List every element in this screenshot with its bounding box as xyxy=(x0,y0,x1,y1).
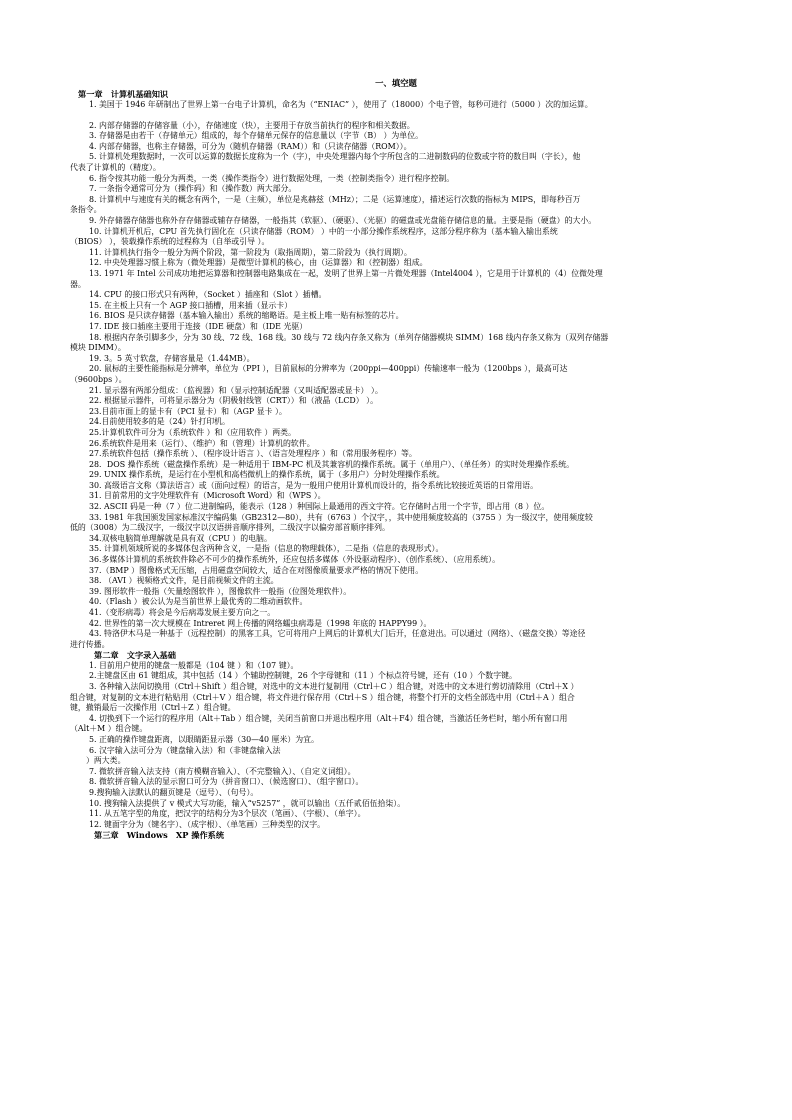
paragraph-line: 9.搜狗输入法默认的翻页键是（逗号）、（句号）。 xyxy=(89,788,259,797)
paragraph-line: 14. CPU 的接口形式只有两种，（Socket ）插座和（Slot ）插槽。 xyxy=(89,290,327,300)
paragraph-line: 31. 目前常用的文字处理软件有（Microsoft Word）和（WPS ）。 xyxy=(89,491,326,501)
paragraph-line: 7. 一条指令通常可分为（操作码）和（操作数）两大部分。 xyxy=(89,184,297,194)
paragraph-line: 19. 3。5 英寸软盘，存储容量是（1.44MB）。 xyxy=(89,353,255,363)
paragraph-line: 32. ASCII 码是一种（7 ）位二进制编码，能表示（128 ）种国际上最通用的西文字符。它存储时占用一个字节，即占用（8 ）位。 xyxy=(89,502,550,512)
paragraph-line: 条指令。 xyxy=(70,205,102,215)
paragraph-line: 28．DOS 操作系统（磁盘操作系统）是一种适用于 IBM-PC 机及其兼容机的操作系统。属于（单用户）、（单任务）的实时处理操作系统。 xyxy=(89,459,574,469)
chapter-1-heading: 第一章 计算机基础知识 xyxy=(78,89,169,99)
paragraph-line: 21. 显示器有两部分组成：（监视器）和（显示控制适配器（又叫适配器或显卡） ）。 xyxy=(89,385,383,395)
document-page xyxy=(70,78,722,841)
paragraph-line: 器。 xyxy=(70,279,86,289)
paragraph-line: 键，撤销最后一次操作用（Ctrl＋Z ）组合键。 xyxy=(70,703,236,713)
paragraph-line: 6. 汉字输入法可分为（键盘输入法）和（非键盘输入法 xyxy=(89,745,281,755)
paragraph-line: 40.（Flash ）被公认为是当前世界上最优秀的二维动画软件。 xyxy=(89,597,308,607)
paragraph-line: 11. 从五笔字型的角度，把汉字的结构分为3个层次（笔画）、（字根）、（单字）。 xyxy=(89,809,366,819)
paragraph-line: 12. 键面字分为（键名字）、（成字根）、（单笔画）三种类型的汉字。 xyxy=(89,819,325,829)
paragraph-line: ）两大类。 xyxy=(86,756,126,766)
paragraph-line: 3. 各种输入法间切换用（Ctrl＋Shift ）组合键，对选中的文本进行复制用（Ctrl＋C ）组合键，对选中的文本进行剪切清除用（Ctrl＋X ） xyxy=(89,682,579,692)
paragraph-line: 43. 特洛伊木马是一种基于（远程控制）的黑客工具，它可将用户上网后的计算机大门后开，任意进出。可以通过（网络）、（磁盘交换）等途径 xyxy=(89,629,586,639)
paragraph-line: 41.（变形病毒）将会是今后病毒发展主要方向之一。 xyxy=(89,608,276,617)
paragraph-line: 29. UNIX 操作系统，是运行在小型机和高档微机上的操作系统，属于（多用户）分时处理操作系统。 xyxy=(89,470,445,480)
chapter-2-heading: 第二章 文字录入基础 xyxy=(94,650,176,661)
chapter-2-body xyxy=(70,661,722,831)
chapter-1-body xyxy=(70,100,722,651)
paragraph-line: 6. 指令按其功能一般分为两类，一类（操作类指令）进行数据处理，一类（控制类指令）进行程序控制。 xyxy=(89,173,455,183)
paragraph-line: 17. IDE 接口插座主要用于连接（IDE 硬盘）和（IDE 光驱） xyxy=(89,321,308,331)
paragraph-line: 3. 存储器是由若干（存储单元）组成的，每个存储单元保存的信息量以（字节（B） ）为单位。 xyxy=(89,131,423,141)
paragraph-line: 代表了计算机的（精度）。 xyxy=(70,163,161,173)
paragraph-line: 24.目前使用较多的是（24）针打印机。 xyxy=(89,417,230,427)
paragraph-line: 8. 微软拼音输入法的显示窗口可分为（拼音窗口）、（候选窗口）、（组字窗口）。 xyxy=(89,777,364,787)
paragraph-line: 2.主键盘区由 61 键组成，其中包括（14 ）个辅助控制键，26 个字母键和（11 ）个标点符号键，还有（10 ）个数字键。 xyxy=(89,671,517,681)
paragraph-line: 9. 外存储器存储器也称外存存储器或辅存存储器，一般指其（软驱）、（硬驱）、（光驱）的磁盘或光盘能存储信息的量。主要是指（硬盘）的大小。 xyxy=(89,216,597,226)
paragraph-line: 23.目前市面上的显卡有（PCI 显卡）和（AGP 显卡 ）。 xyxy=(89,406,287,416)
paragraph-line: 33. 1981 年我国颁发国家标准汉字编码集（GB2312—80），共有（6763 ）个汉字，，其中使用频度较高的（3755 ）为一级汉字，使用频度较 xyxy=(89,512,593,522)
paragraph-line: 25.计算机软件可分为（系统软件 ）和（应用软件 ）两类。 xyxy=(89,427,296,437)
paragraph-line: 5. 计算机处理数据时，一次可以运算的数据长度称为一个（字），中央处理器内每个字所包含的二进制数码的位数或字符的数目叫（字长），他 xyxy=(89,152,581,162)
paragraph-line: 7. 微软拼音输入法支持（南方模糊音输入）、（不完整输入）、（自定义词组）。 xyxy=(89,766,356,776)
paragraph-line: 模块 DIMM）。 xyxy=(70,343,126,353)
paragraph-line: 35. 计算机领域所说的多媒体包含两种含义，一是指（信息的物理载体），二是指（信息的表现形式）。 xyxy=(89,544,444,554)
paragraph-line: 36.多媒体计算机的系统软件除必不可少的操作系统外，还应包括多媒体（外设驱动程序）、（创作系统）、（应用系统）。 xyxy=(89,555,501,565)
paragraph-line: 26.系统软件是用来（运行）、（维护）和（管理）计算机的软件。 xyxy=(89,438,315,448)
chapter-3-heading: 第三章 Windows XP 操作系统 xyxy=(94,830,225,841)
paragraph-line: 2. 内部存储器的存储容量（小），存储速度（快），主要用于存放当前执行的程序和相关数据。 xyxy=(89,120,415,130)
paragraph-line: （9600bps ）。 xyxy=(70,374,127,384)
paragraph-line: 4. 内部存储器，也称主存储器，可分为（随机存储器（RAM））和（只读存储器（ROM））。 xyxy=(89,141,412,151)
paragraph-line: 1. 美国于 1946 年研制出了世界上第一台电子计算机，命名为（“ENIAC” ），使用了（18000）个电子管，每秒可进行（5000 ）次的加运算。 xyxy=(89,99,593,109)
paragraph-line: 30. 高级语言文称（算法语言）或（面向过程）的语言，是为一般用户使用计算机而设计的，指令系统比较接近英语的日常用语。 xyxy=(89,480,539,490)
paragraph-line: 进行传播。 xyxy=(70,639,110,649)
paragraph-line: 10. 计算机开机后，CPU 首先执行固化在（只读存储器（ROM） ）中的一小部分操作系统程序，这部分程序称为（基本输入输出系统 xyxy=(89,226,558,236)
paragraph-line: 16. BIOS 是只读存储器（基本输入输出）系统的缩略语。是主板上唯一贴有标签的芯片。 xyxy=(89,311,404,321)
paragraph-line xyxy=(70,110,722,121)
paragraph-line: 15. 在主板上只有一个 AGP 接口插槽，用来插（显示卡） xyxy=(89,300,293,310)
paragraph-line: 18. 根据内存条引脚多少，分为 30 线、72 线、168 线。30 线与 72 线内存条又称为（单列存储器模块 SIMM）168 线内存条又称为（双列存储器 xyxy=(89,332,609,342)
paragraph-line: 27.系统软件包括（操作系统 ）、（程序设计语言 ）、（语言处理程序 ）和（常用服务程序）等。 xyxy=(89,449,417,459)
paragraph-line: 34.双核电脑简单理解就是具有双（CPU ）的电脑。 xyxy=(89,533,272,543)
section-title: 一、填空题 xyxy=(375,78,417,88)
paragraph-line: 1. 目前用户使用的键盘一般都是（104 键 ）和（107 键）。 xyxy=(89,660,299,670)
paragraph-line: 12. 中央处理器习惯上称为（微处理器）是微型计算机的核心，由（运算器）和（控制器）组成。 xyxy=(89,258,428,268)
paragraph-line: 42. 世界性的第一次大规模在 Intreret 网上传播的网络蠕虫病毒是（1998 年底的 HAPPY99 ）。 xyxy=(89,618,432,628)
paragraph-line: 5. 正确的操作键盘距离，以眼睛距显示器（30—40 厘米）为宜。 xyxy=(89,735,319,745)
paragraph-line: 10. 搜狗输入法提供了 v 模式大写功能，输入“v5257” ，就可以输出（五仟贰佰伍拾柒）。 xyxy=(89,798,406,808)
paragraph-line: 11. 计算机执行指令一般分为两个阶段，第一阶段为（取指周期），第二阶段为（执行周期）。 xyxy=(89,247,412,257)
paragraph-line: （BIOS） ），装载操作系统的过程称为（自举或引导 ）。 xyxy=(70,237,270,247)
paragraph-line: 20. 鼠标的主要性能指标是分辨率，单位为（PPI ），目前鼠标的分辨率为（200ppi—400ppi）传输速率一般为（1200bps ），最高可达 xyxy=(89,364,568,374)
paragraph-line: 组合键，对复制的文本进行粘贴用（Ctrl＋V ）组合键，将文件进行保存用（Ctrl＋S ）组合键，将整个打开的文档全部选中用（Ctrl＋A ）组合 xyxy=(70,692,575,702)
paragraph-line: 38. （AVI ）视频格式文件，是目前视频文件的主流。 xyxy=(89,576,279,586)
paragraph-line: 低的（3008）为二级汉字，一级汉字以汉语拼音顺序排列，二级汉字以偏旁部首顺序排列。 xyxy=(70,523,390,533)
paragraph-line: （Alt＋M ）组合键。 xyxy=(70,724,148,734)
paragraph-line: 8. 计算机中与速度有关的概念有两个，一是（主频），单位是兆赫兹（MHz）；二是（运算速度），描述运行次数的指标为 MIPS，即每秒百万 xyxy=(89,194,581,204)
paragraph-line: 37.（BMP ）图像格式无压缩，占用磁盘空间较大，适合在对图像质量要求严格的情况下使用。 xyxy=(89,565,424,575)
paragraph-line: 13. 1971 年 Intel 公司成功地把运算器和控制器电路集成在一起，发明了世界上第一片微处理器（Intel4004 ），它是用于计算机的（4）位微处理 xyxy=(89,269,603,278)
paragraph-line: 4. 切换到下一个运行的程序用（Alt＋Tab ）组合键，关闭当前窗口并退出程序用（Alt＋F4）组合键，当激活任务栏时，缩小所有窗口用 xyxy=(89,713,568,723)
paragraph-line: 22. 根据显示器件，可将显示器分为（阴极射线管（CRT））和（液晶（LCD） ）。 xyxy=(89,396,378,406)
paragraph-line: 39. 图形软件一般指（矢量绘图软件 ），图像软件一般指（位图处理软件）。 xyxy=(89,586,352,596)
